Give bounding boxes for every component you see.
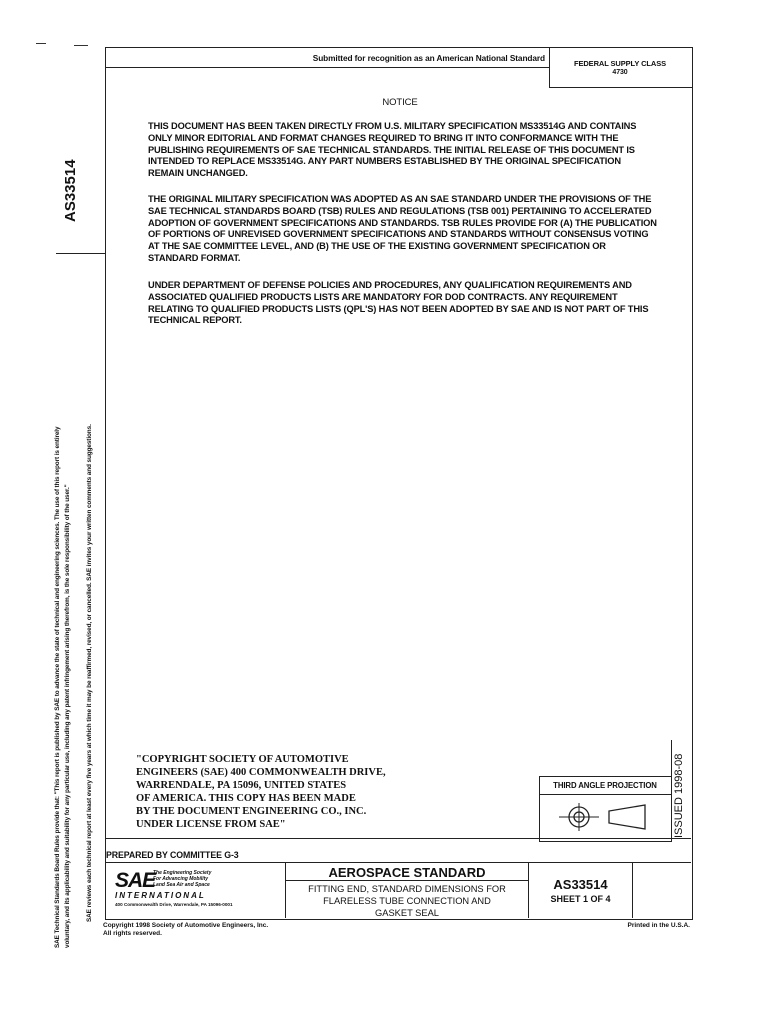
sae-logo-tagline-1: The Engineering Society <box>153 870 212 876</box>
side-disclaimer-2: voluntary, and its applicability and suitability for any particular use, including any patent infringement arising therefrom, is the sole responsibility of the user." <box>64 484 71 948</box>
header-divider <box>549 47 550 87</box>
footer-printed: Printed in the U.S.A. <box>627 922 690 929</box>
projection-label: THIRD ANGLE PROJECTION <box>553 781 657 790</box>
sae-logo-address: 400 Commonwealth Drive, Warrendale, PA 15096-0001 <box>115 902 233 907</box>
sheet-number: SHEET 1 OF 4 <box>550 894 611 904</box>
submitted-note: Submitted for recognition as an American National Standard <box>312 53 545 63</box>
side-disclaimer-3: SAE reviews each technical report at least every five years at which time it may be reaffirmed, revised, or cancelled. SAE invites your written comments and suggestions. <box>86 424 93 922</box>
title-block-prepared-rule <box>105 862 691 863</box>
third-angle-projection-symbol-icon <box>553 800 663 834</box>
supply-class-value: 4730 <box>612 69 628 76</box>
side-box-rule <box>56 253 106 254</box>
prepared-by: PREPARED BY COMMITTEE G-3 <box>106 850 239 860</box>
docnum-inner-divider <box>632 862 633 918</box>
supply-class-bottom-rule <box>549 87 692 88</box>
sae-logo <box>113 867 279 913</box>
doc-title-line-1: FITTING END, STANDARD DIMENSIONS FOR <box>308 884 506 894</box>
copyright-stamp-line-1: "COPYRIGHT SOCIETY OF AUTOMOTIVE <box>136 754 349 765</box>
sae-logo-text: SAE <box>115 869 156 892</box>
sae-logo-tagline-3: Land Sea Air and Space <box>153 882 210 888</box>
issued-date: ISSUED 1998-08 <box>673 753 685 838</box>
standard-type: AEROSPACE STANDARD <box>328 865 486 880</box>
notice-paragraph-3: UNDER DEPARTMENT OF DEFENSE POLICIES AND PROCEDURES, ANY QUALIFICATION REQUIREMENTS AND ASSOCIATED QUALIFIED PRODUCTS LISTS ARE MANDATORY FOR DOD CONTRACTS. ANY REQUIREMENT RELATING TO QUALIFIED PRODUCTS LISTS (QPL'S) HAS NOT BEEN ADOPTED BY SAE AND IS NOT PART OF THIS TECHNICAL REPORT. <box>148 280 649 326</box>
footer-copyright-1: Copyright 1998 Society of Automotive Engineers, Inc. <box>103 922 269 929</box>
side-doc-number: AS33514 <box>62 159 79 222</box>
copyright-stamp-line-4: OF AMERICA. THIS COPY HAS BEEN MADE <box>136 793 356 804</box>
doc-title-line-3: GASKET SEAL <box>375 908 439 918</box>
copyright-stamp-line-6: UNDER LICENSE FROM SAE" <box>136 819 286 830</box>
title-block-doc-number: AS33514 <box>553 877 608 892</box>
notice-title: NOTICE <box>382 97 418 108</box>
copyright-stamp-line-3: WARRENDALE, PA 15096, UNITED STATES <box>136 780 347 791</box>
side-column-divider <box>105 47 106 918</box>
sae-logo-international: INTERNATIONAL <box>115 891 206 900</box>
doc-title-line-2: FLARELESS TUBE CONNECTION AND <box>323 896 491 906</box>
notice-paragraph-1: THIS DOCUMENT HAS BEEN TAKEN DIRECTLY FROM U.S. MILITARY SPECIFICATION MS33514G AND CONTAINS ONLY MINOR EDITORIAL AND FORMAT CHANGES REQUIRED TO BRING IT INTO CONFORMANCE WITH THE PUBLISHING REQUIREMENTS OF SAE TECHNICAL STANDARDS. THE INITIAL RELEASE OF THIS DOCUMENT IS INTENDED TO REPLACE MS33514G. ANY PART NUMBERS ESTABLISHED BY THE ORIGINAL SPECIFICATION REMAIN UNCHANGED. <box>148 121 637 179</box>
copyright-stamp-line-2: ENGINEERS (SAE) 400 COMMONWEALTH DRIVE, <box>136 767 386 778</box>
sae-logo-tagline-2: For Advancing Mobility <box>153 876 209 882</box>
notice-paragraph-2: THE ORIGINAL MILITARY SPECIFICATION WAS ADOPTED AS AN SAE STANDARD UNDER THE PROVISIONS OF THE SAE TECHNICAL STANDARDS BOARD (TSB) RULES AND REGULATIONS (TSB 001) PERTAINING TO ACCELERATED ADOPTION OF GOVERNMENT SPECIFICATIONS AND STANDARDS. TSB RULES PROVIDE FOR (A) THE PUBLICATION OF PORTIONS OF UNREVISED GOVERNMENT SPECIFICATIONS AND STANDARDS WITHOUT CONSENSUS VOTING AT THE SAE COMMITTEE LEVEL, AND (B) THE USE OF THE EXISTING GOVERNMENT SPECIFICATION OR STANDARD FORMAT. <box>148 194 657 263</box>
supply-class-label: FEDERAL SUPPLY CLASS <box>573 59 667 68</box>
copyright-stamp-line-5: BY THE DOCUMENT ENGINEERING CO., INC. <box>136 806 367 817</box>
scan-mark <box>74 45 88 46</box>
projection-label-rule <box>539 794 671 795</box>
footer-copyright-2: All rights reserved. <box>103 930 162 937</box>
scan-mark <box>36 43 46 44</box>
standard-type-rule <box>285 880 528 881</box>
side-disclaimer-1: SAE Technical Standards Board Rules provide that: "This report is published by SAE to advance the state of technical and engineering sciences. The use of this report is entirely <box>54 426 61 948</box>
title-block-top-rule <box>105 838 691 839</box>
header-bottom-rule <box>105 67 549 68</box>
